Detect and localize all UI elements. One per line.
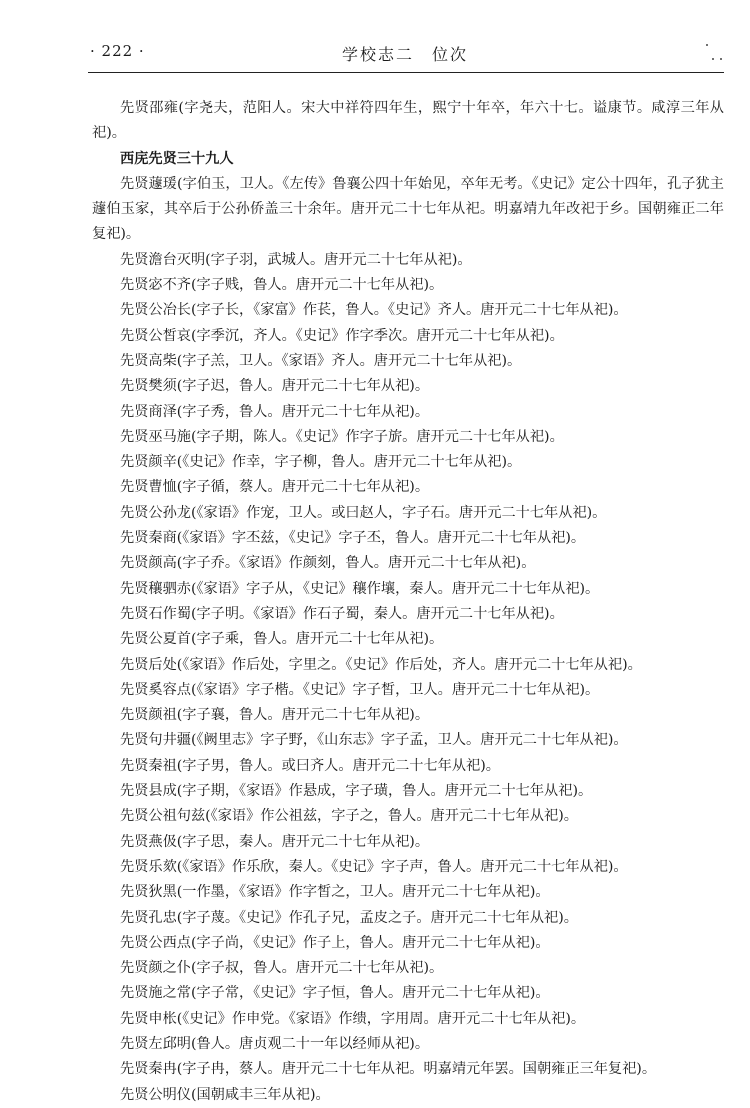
page-body xyxy=(92,96,724,1108)
entry-paragraph: 先贤蘧瑗(字伯玉，卫人。《左传》鲁襄公四十年始见，卒年无考。《史记》定公十四年，孔子犹主蘧伯玉家，其卒后于公孙侨盖三十余年。唐开元二十七年从祀。明嘉靖九年改祀于乡。国朝雍正二年复祀)。 xyxy=(92,175,724,243)
entry-paragraph: 先贤颜辛(《史记》作幸，字子柳，鲁人。唐开元二十七年从祀)。 xyxy=(120,454,522,471)
entry-paragraph: 先贤后处(《家语》作后处，字里之。《史记》作后处，齐人。唐开元二十七年从祀)。 xyxy=(120,656,642,673)
entry-paragraph: 先贤奚容点(《家语》字子楷。《史记》字子皙，卫人。唐开元二十七年从祀)。 xyxy=(120,681,600,698)
entry-paragraph: 先贤巫马施(字子期，陈人。《史记》作字子旂。唐开元二十七年从祀)。 xyxy=(120,428,564,445)
section-heading: 西庑先贤三十九人 xyxy=(120,150,234,167)
entry-paragraph: 先贤颜之仆(字子叔，鲁人。唐开元二十七年从祀)。 xyxy=(120,960,444,977)
entry-paragraph: 先贤石作蜀(字子明。《家语》作石子蜀，秦人。唐开元二十七年从祀)。 xyxy=(120,605,564,622)
entry-paragraph: 先贤孔忠(字子蔑。《史记》作孔子兄，孟皮之子。唐开元二十七年从祀)。 xyxy=(120,909,578,926)
entry-paragraph: 先贤曹恤(字子循，蔡人。唐开元二十七年从祀)。 xyxy=(120,479,430,496)
entry-paragraph: 先贤宓不齐(字子贱，鲁人。唐开元二十七年从祀)。 xyxy=(120,277,444,294)
entry-paragraph: 先贤穰驷赤(《家语》字子从，《史记》穰作壤，秦人。唐开元二十七年从祀)。 xyxy=(120,580,600,597)
page-header xyxy=(90,42,720,68)
entry-paragraph: 先贤颜祖(字子襄，鲁人。唐开元二十七年从祀)。 xyxy=(120,707,430,724)
entry-paragraph: 先贤公夏首(字子乘，鲁人。唐开元二十七年从祀)。 xyxy=(120,631,444,648)
entry-paragraph: 先贤公明仪(国朝咸丰三年从祀)。 xyxy=(120,1086,330,1103)
page-number: · 222 · xyxy=(90,42,145,60)
entry-paragraph: 先贤秦祖(字子男，鲁人。或曰齐人。唐开元二十七年从祀)。 xyxy=(120,757,500,774)
entry-paragraph: 先贤公皙哀(字季沉，齐人。《史记》作字季次。唐开元二十七年从祀)。 xyxy=(120,327,564,344)
entry-paragraph: 先贤高柴(字子羔，卫人。《家语》齐人。唐开元二十七年从祀)。 xyxy=(120,352,522,369)
entry-paragraph: 先贤樊须(字子迟，鲁人。唐开元二十七年从祀)。 xyxy=(120,378,430,395)
entry-paragraph: 先贤句井疆(《阙里志》字子野，《山东志》字子孟，卫人。唐开元二十七年从祀)。 xyxy=(120,732,628,749)
scan-speck xyxy=(706,44,708,46)
entry-paragraph: 先贤邵雍(字尧夫，范阳人。宋大中祥符四年生，熙宁十年卒，年六十七。谥康节。咸淳三年从祀)。 xyxy=(92,100,724,142)
entry-paragraph: 先贤澹台灭明(字子羽，武城人。唐开元二十七年从祀)。 xyxy=(120,251,472,268)
entry-paragraph: 先贤狄黑(一作墨，《家语》作字皙之，卫人。唐开元二十七年从祀)。 xyxy=(120,884,550,901)
header-rule xyxy=(88,72,724,73)
entry-paragraph: 先贤乐欬(《家语》作乐欣，秦人。《史记》字子声，鲁人。唐开元二十七年从祀)。 xyxy=(120,858,628,875)
entry-paragraph: 先贤公冶长(字子长，《家富》作苌，鲁人。《史记》齐人。唐开元二十七年从祀)。 xyxy=(120,302,628,319)
scan-speck xyxy=(712,58,714,60)
entry-paragraph: 先贤施之常(字子常，《史记》字子恒，鲁人。唐开元二十七年从祀)。 xyxy=(120,985,550,1002)
entry-paragraph: 先贤申枨(《史记》作申党。《家语》作缋，字用周。唐开元二十七年从祀)。 xyxy=(120,1010,586,1027)
entry-paragraph: 先贤公孙龙(《家语》作宠，卫人。或曰赵人，字子石。唐开元二十七年从祀)。 xyxy=(120,504,607,521)
scan-speck xyxy=(720,58,722,60)
entry-paragraph: 先贤颜高(字子乔。《家语》作颜刻，鲁人。唐开元二十七年从祀)。 xyxy=(120,555,536,572)
running-title: 学校志二 位次 xyxy=(341,45,468,64)
entry-paragraph: 先贤公祖句兹(《家语》作公祖兹，字子之，鲁人。唐开元二十七年从祀)。 xyxy=(120,808,578,825)
entry-paragraph: 先贤燕伋(字子思，秦人。唐开元二十七年从祀)。 xyxy=(120,833,430,850)
entry-paragraph: 先贤秦商(《家语》字丕兹，《史记》字子丕，鲁人。唐开元二十七年从祀)。 xyxy=(120,530,586,547)
entry-paragraph: 先贤商泽(字子秀，鲁人。唐开元二十七年从祀)。 xyxy=(120,403,430,420)
entry-paragraph: 先贤秦冉(字子冉，蔡人。唐开元二十七年从祀。明嘉靖元年罢。国朝雍正三年复祀)。 xyxy=(120,1061,657,1078)
entry-paragraph: 先贤县成(字子期，《家语》作悬成，字子璜，鲁人。唐开元二十七年从祀)。 xyxy=(120,783,593,800)
entry-paragraph: 先贤左邱明(鲁人。唐贞观二十一年以经师从祀)。 xyxy=(120,1035,430,1052)
entry-paragraph: 先贤公西点(字子尚，《史记》作子上，鲁人。唐开元二十七年从祀)。 xyxy=(120,934,550,951)
